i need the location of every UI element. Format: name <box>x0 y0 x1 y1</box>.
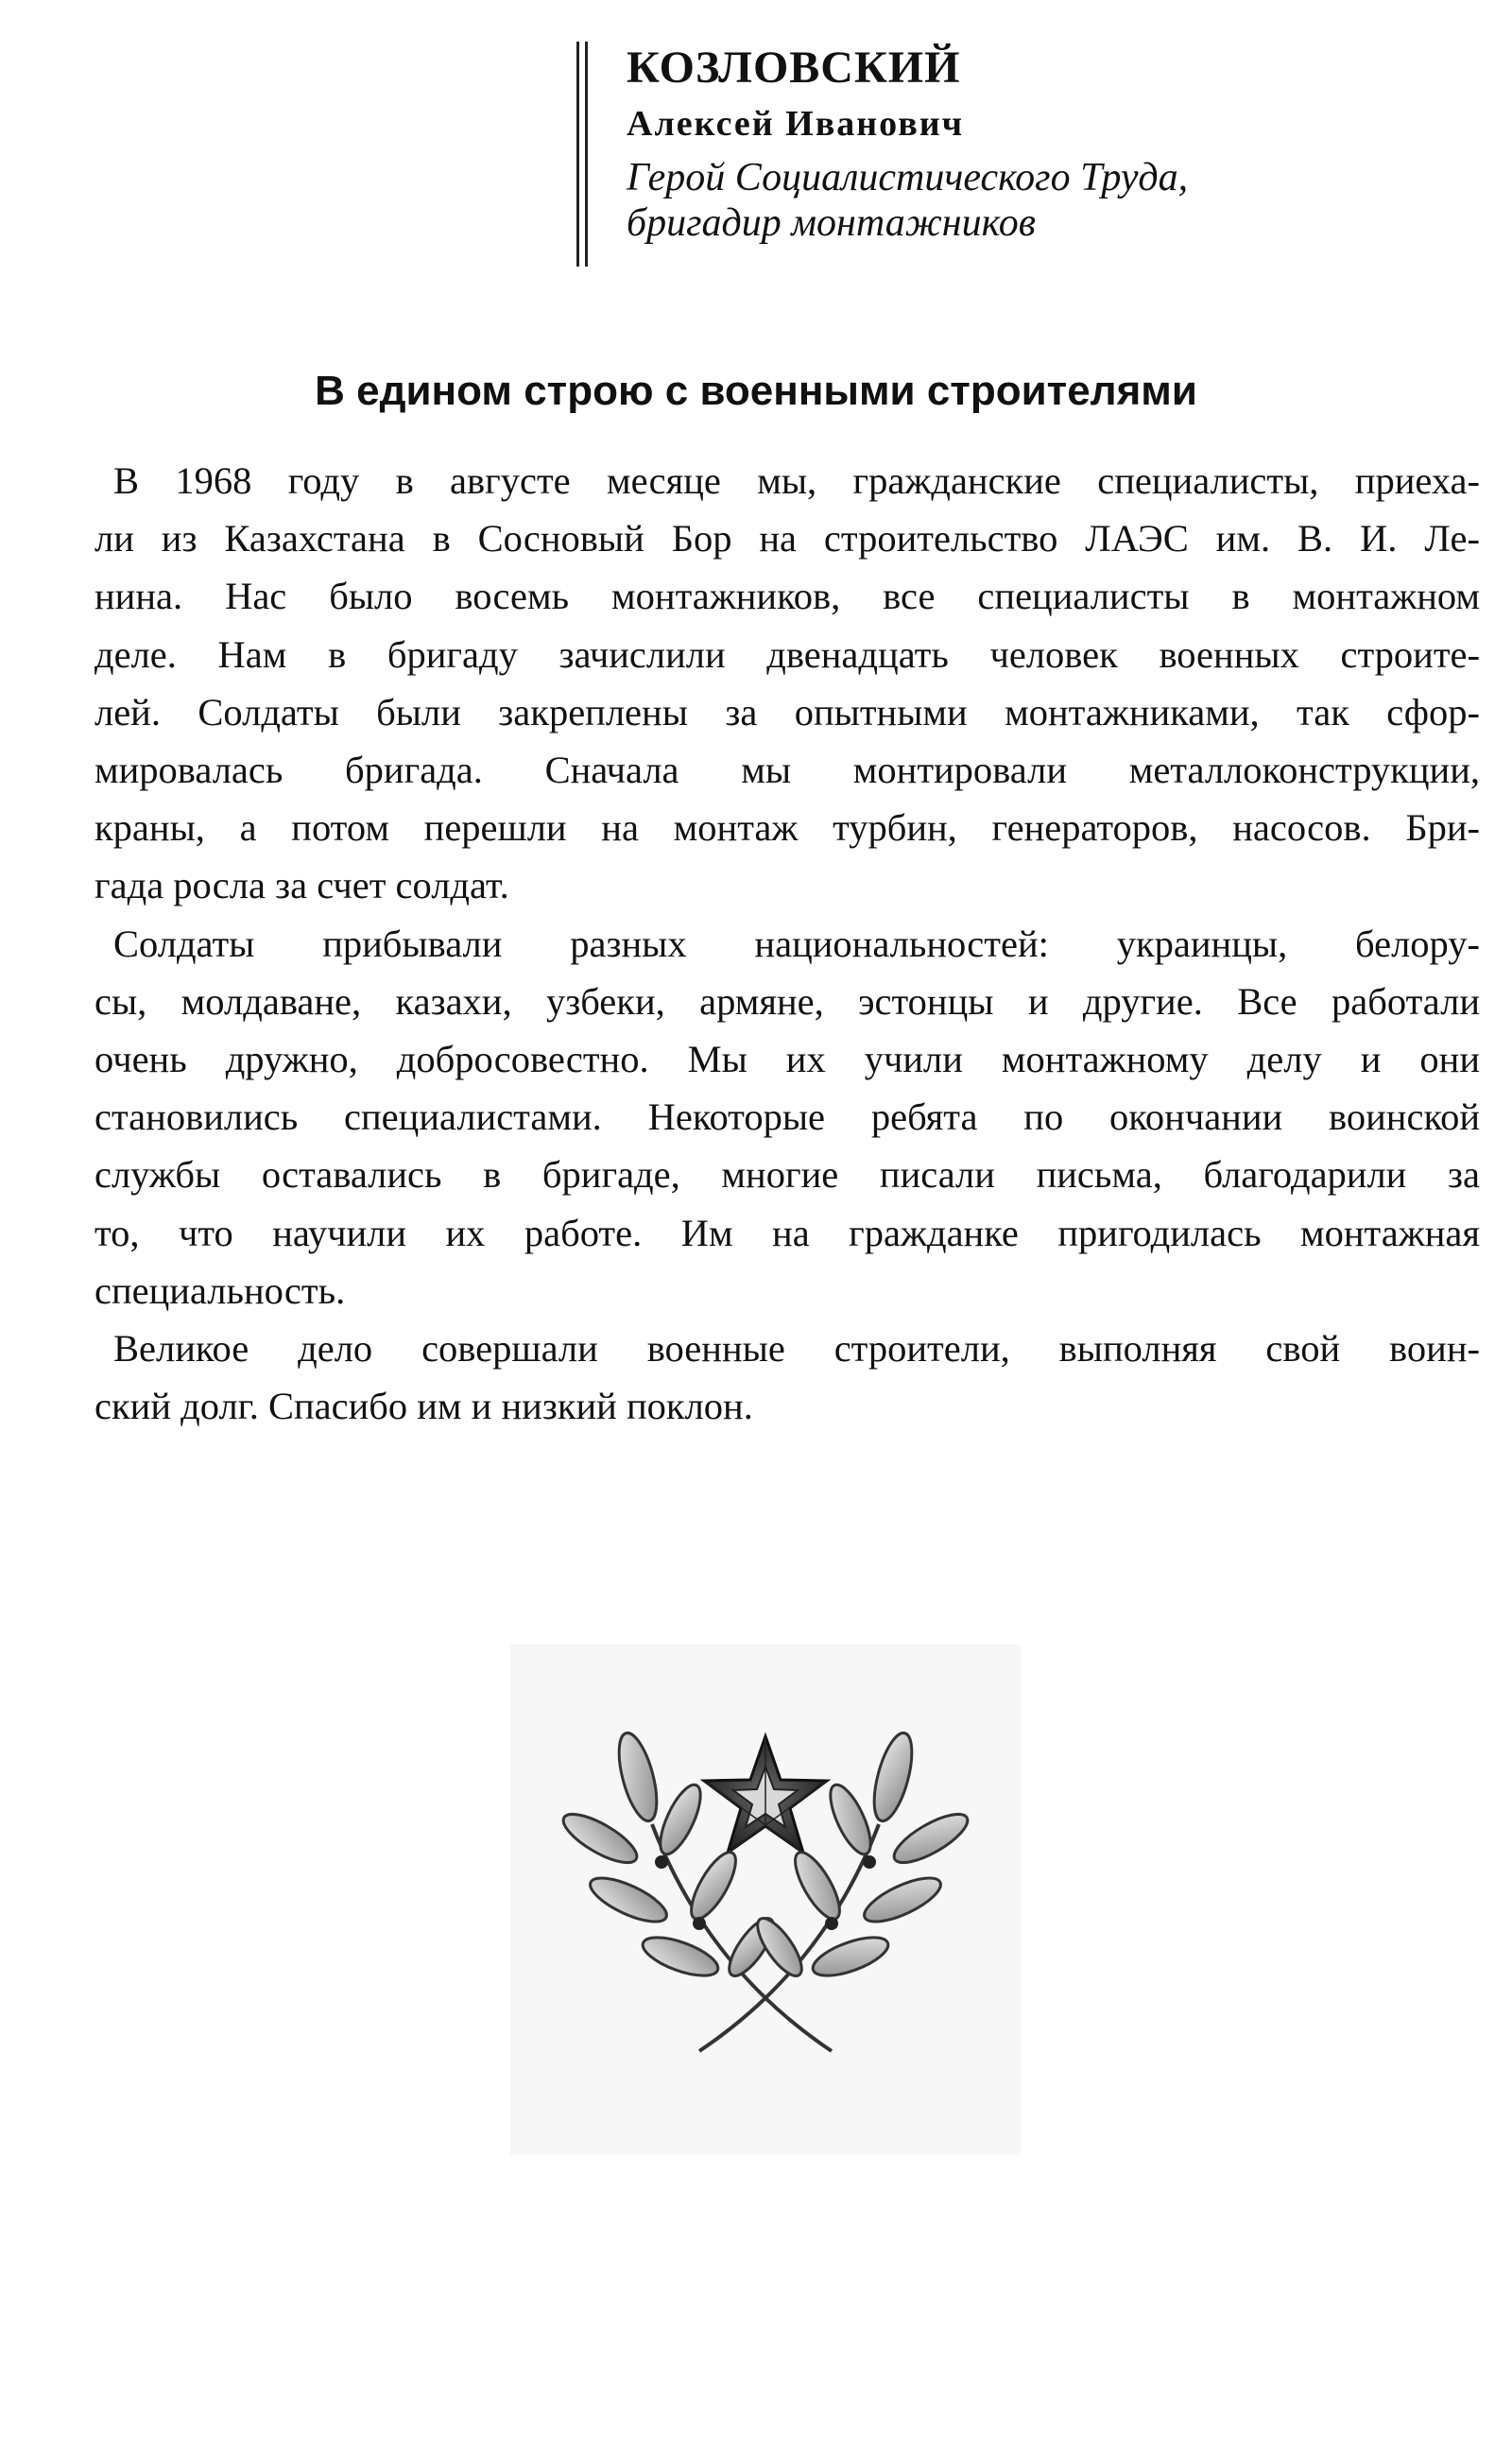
text-line: очень дружно, добросовестно. Мы их учили монтажному делу и они <box>94 1038 1480 1081</box>
text-line: Солдаты прибывали разных национальностей: украинцы, белору- <box>113 922 1480 965</box>
text-line: сы, молдаване, казахи, узбеки, армяне, эстонцы и другие. Все работали <box>94 979 1480 1023</box>
text-line: службы оставались в бригаде, многие писали письма, благодарили за <box>94 1153 1480 1197</box>
text-line: гада росла за счет солдат. <box>94 864 509 907</box>
author-info <box>627 42 1420 246</box>
text-line: то, что научили их работе. Им на гражданке пригодилась монтажная <box>94 1211 1480 1254</box>
text-line: становились специалистами. Некоторые ребята по окончании воинской <box>94 1095 1480 1139</box>
paragraph-2 <box>94 915 1480 1319</box>
article-body <box>94 452 1480 1435</box>
star-icon <box>704 1736 827 1853</box>
author-titles <box>627 155 1420 246</box>
text-line: Великое дело совершали военные строители, выполняя свой воин- <box>113 1327 1480 1371</box>
text-line: специальность. <box>94 1268 346 1312</box>
text-line: В 1968 году в августе месяце мы, гражданские специалисты, приеха- <box>113 459 1480 502</box>
paragraph-1 <box>94 452 1480 915</box>
header-rule-left <box>576 42 579 267</box>
author-given-name: Алексей Иванович <box>627 104 965 144</box>
emblem-background <box>510 1645 1021 2155</box>
star-laurel-emblem-icon <box>548 1711 983 2070</box>
text-line: лей. Солдаты были закреплены за опытными монтажниками, так сфор- <box>94 690 1480 733</box>
text-line: краны, а потом перешли на монтаж турбин, генераторов, насосов. Бри- <box>94 806 1480 850</box>
article-title: В едином строю с военными строителями <box>315 368 1197 414</box>
text-line: деле. Нам в бригаду зачислили двенадцать человек военных строите- <box>94 632 1480 676</box>
author-surname: КОЗЛОВСКИЙ <box>627 43 961 93</box>
text-line: нина. Нас было восемь монтажников, все специалисты в монтажном <box>94 575 1480 618</box>
text-line: ли из Казахстана в Сосновый Бор на строительство ЛАЭС им. В. И. Ле- <box>94 517 1480 561</box>
left-laurel-branch-icon <box>557 1729 832 2051</box>
text-line: мировалась бригада. Сначала мы монтировали металлоконструкции, <box>94 749 1480 792</box>
author-title-line-1: Герой Социалистического Труда, <box>627 156 1189 199</box>
right-laurel-branch-icon <box>699 1729 974 2051</box>
paragraph-3 <box>94 1319 1480 1435</box>
header-rule-right <box>585 42 588 267</box>
author-title-line-2: бригадир монтажников <box>627 201 1036 245</box>
text-line: ский долг. Спасибо им и низкий поклон. <box>94 1385 753 1428</box>
